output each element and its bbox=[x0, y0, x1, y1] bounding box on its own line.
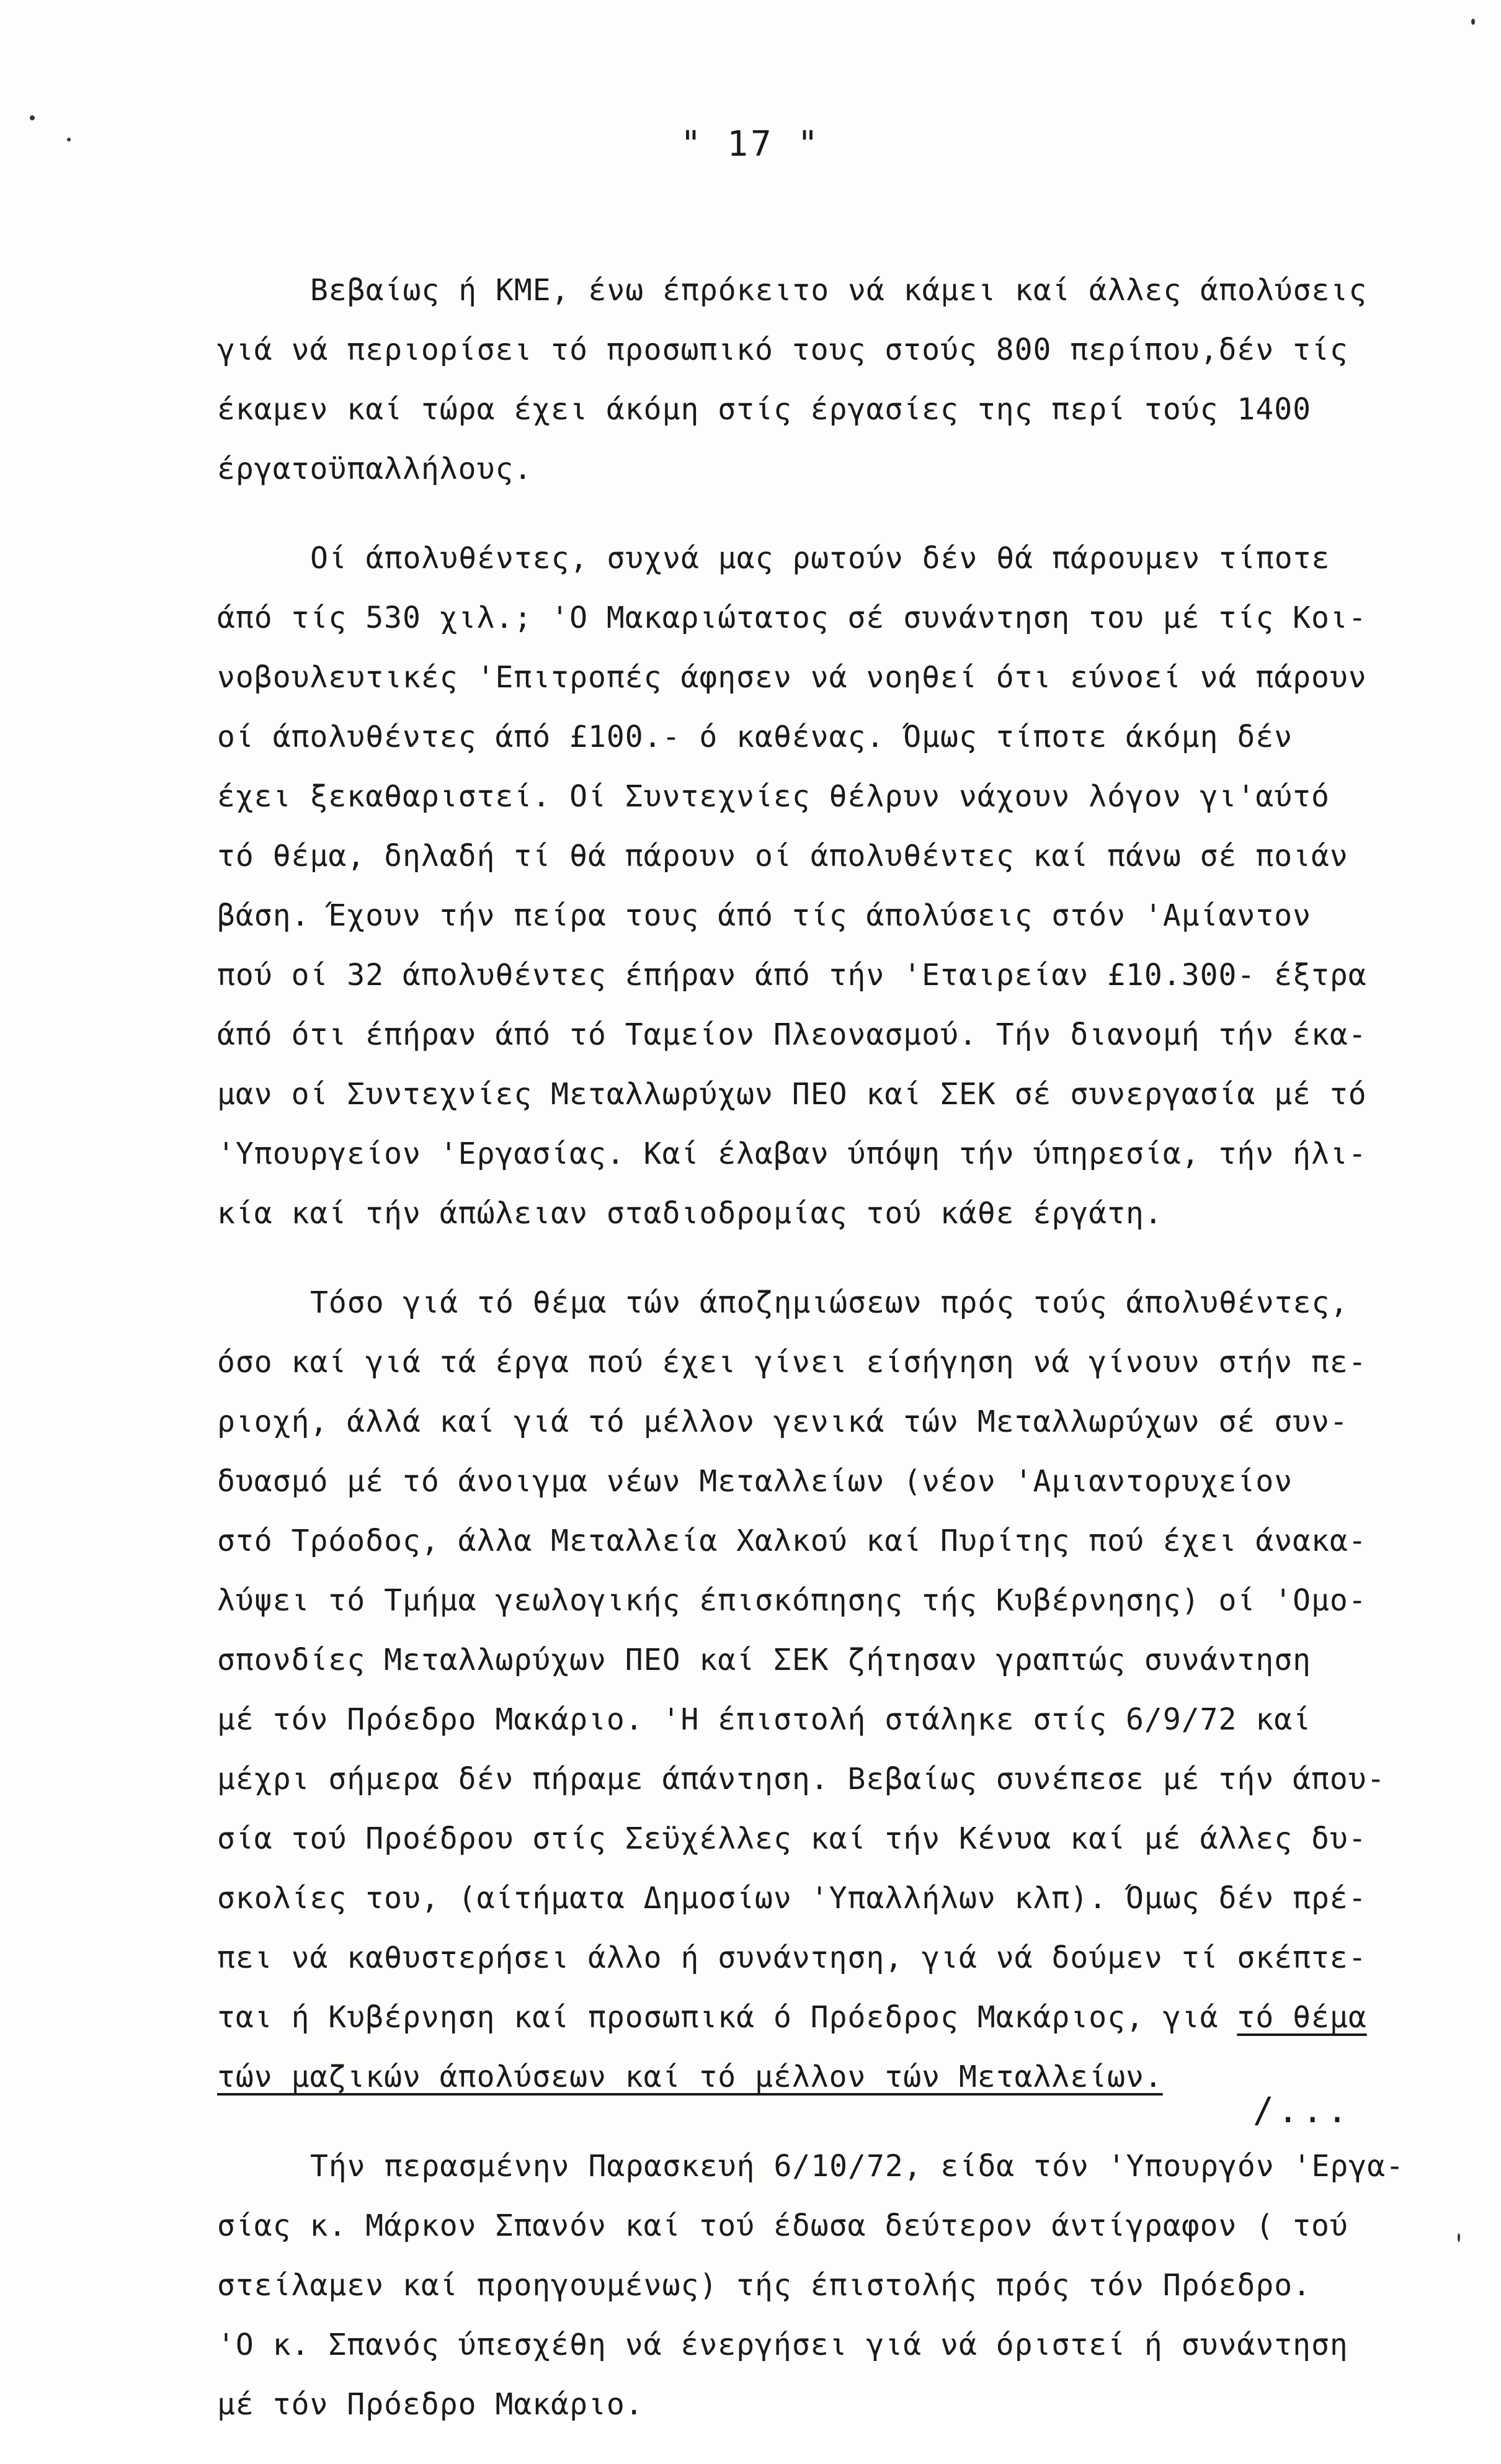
text-line: όσο καί γιά τά έργα πού έχει γίνει είσήγηση νά γίνουν στήν πε- bbox=[217, 1345, 1367, 1380]
text-line: έργατοϋπαλλήλους. bbox=[217, 452, 533, 486]
text-line: 'Ο κ. Σπανός ύπεσχέθη νά ένεργήσει γιά νά όριστεί ή συνάντηση bbox=[217, 2328, 1348, 2362]
text-line: πει νά καθυστερήσει άλλο ή συνάντηση, γιά νά δούμεν τί σκέπτε- bbox=[217, 1940, 1367, 1975]
text-line: άπό ότι έπήραν άπό τό Ταμείον Πλεονασμού. Τήν διανομή τήν έκα- bbox=[217, 1017, 1367, 1052]
text-line: σία τού Προέδρου στίς Σεϋχέλλες καί τήν Κένυα καί μέ άλλες δυ- bbox=[217, 1821, 1367, 1856]
text-line: σκολίες του, (αίτήματα Δημοσίων 'Υπαλλήλων κλπ). Όμως δέν πρέ- bbox=[217, 1881, 1367, 1916]
text-line: έχει ξεκαθαριστεί. Οί Συντεχνίες θέλρυν νάχουν λόγον γι'αύτό bbox=[217, 779, 1330, 814]
text-line: κία καί τήν άπώλειαν σταδιοδρομίας τού κάθε έργάτη. bbox=[217, 1196, 1163, 1231]
text-line: οί άπολυθέντες άπό £100.- ό καθένας. Όμως τίποτε άκόμη δέν bbox=[217, 720, 1293, 754]
paragraph-3 bbox=[217, 1273, 1414, 2107]
text-line: ριοχή, άλλά καί γιά τό μέλλον γενικά τών Μεταλλωρύχων σέ συν- bbox=[217, 1404, 1348, 1439]
text-line: Οί άπολυθέντες, συχνά μας ρωτούν δέν θά πάρουμεν τίποτε bbox=[310, 541, 1330, 576]
ink-speck bbox=[1471, 19, 1475, 25]
text-line: πού οί 32 άπολυθέντες έπήραν άπό τήν 'Εταιρείαν £10.300- έξτρα bbox=[217, 958, 1367, 993]
paragraph-2 bbox=[217, 529, 1414, 1243]
text-line: νοβουλευτικές 'Επιτροπές άφησεν νά νοηθεί ότι εύνοεί νά πάρουν bbox=[217, 660, 1367, 695]
text-line: μέ τόν Πρόεδρο Μακάριο. 'Η έπιστολή στάληκε στίς 6/9/72 καί bbox=[217, 1702, 1312, 1737]
page-number: " 17 " bbox=[680, 124, 821, 164]
underlined-line: τών μαζικών άπολύσεων καί τό μέλλον τών Μεταλλείων. bbox=[217, 2060, 1163, 2094]
text-line: μέχρι σήμερα δέν πήραμε άπάντηση. Βεβαίως συνέπεσε μέ τήν άπου- bbox=[217, 1762, 1386, 1797]
text-line: στό Τρόοδος, άλλα Μεταλλεία Χαλκού καί Πυρίτης πού έχει άνακα- bbox=[217, 1524, 1367, 1558]
text-line: μαν οί Συντεχνίες Μεταλλωρύχων ΠΕΟ καί ΣΕΚ σέ συνεργασία μέ τό bbox=[217, 1077, 1367, 1112]
text-line: 'Υπουργείον 'Εργασίας. Καί έλαβαν ύπόψη τήν ύπηρεσία, τήν ήλι- bbox=[217, 1136, 1367, 1171]
underlined-phrase: τό θέμα bbox=[1237, 2000, 1367, 2035]
text-line: λύψει τό Τμήμα γεωλογικής έπισκόπησης τής Κυβέρνησης) οί 'Ομο- bbox=[217, 1583, 1367, 1618]
paragraph-4 bbox=[217, 2136, 1414, 2434]
text-line: Τήν περασμένην Παρασκευή 6/10/72, είδα τόν 'Υπουργόν 'Εργα- bbox=[310, 2149, 1405, 2184]
document-body bbox=[217, 261, 1414, 2464]
text-line: σίας κ. Μάρκον Σπανόν καί τού έδωσα δεύτερον άντίγραφον ( τού bbox=[217, 2208, 1348, 2243]
text-line: δυασμό μέ τό άνοιγμα νέων Μεταλλείων (νέον 'Αμιαντορυχείον bbox=[217, 1464, 1293, 1499]
text-segment: ται ή Κυβέρνηση καί προσωπικά ό Πρόεδρος Μακάριος, γιά bbox=[217, 2000, 1237, 2035]
text-line: βάση. Έχουν τήν πείρα τους άπό τίς άπολύσεις στόν 'Αμίαντον bbox=[217, 898, 1312, 933]
continuation-mark: /... bbox=[1253, 2091, 1352, 2131]
ink-speck bbox=[1458, 2233, 1460, 2242]
text-line: Βεβαίως ή ΚΜΕ, ένω έπρόκειτο νά κάμει καί άλλες άπολύσεις bbox=[310, 273, 1368, 308]
text-line: σπονδίες Μεταλλωρύχων ΠΕΟ καί ΣΕΚ ζήτησαν γραπτώς συνάντηση bbox=[217, 1643, 1312, 1677]
text-line: γιά νά περιορίσει τό προσωπικό τους στούς 800 περίπου,δέν τίς bbox=[217, 333, 1348, 367]
ink-speck bbox=[30, 115, 35, 120]
text-line: τό θέμα, δηλαδή τί θά πάρουν οί άπολυθέντες καί πάνω σέ ποιάν bbox=[217, 839, 1348, 873]
paragraph-1 bbox=[217, 261, 1414, 499]
text-line: στείλαμεν καί προηγουμένως) τής έπιστολής πρός τόν Πρόεδρο. bbox=[217, 2268, 1312, 2303]
text-line bbox=[217, 1988, 1414, 2047]
text-line: μέ τόν Πρόεδρο Μακάριο. bbox=[217, 2387, 644, 2422]
text-line: Τόσο γιά τό θέμα τών άποζημιώσεων πρός τούς άπολυθέντες, bbox=[310, 1285, 1349, 1320]
text-line: άπό τίς 530 χιλ.; 'Ο Μακαριώτατος σέ συνάντηση του μέ τίς Κοι- bbox=[217, 600, 1367, 635]
text-line: έκαμεν καί τώρα έχει άκόμη στίς έργασίες της περί τούς 1400 bbox=[217, 392, 1312, 427]
